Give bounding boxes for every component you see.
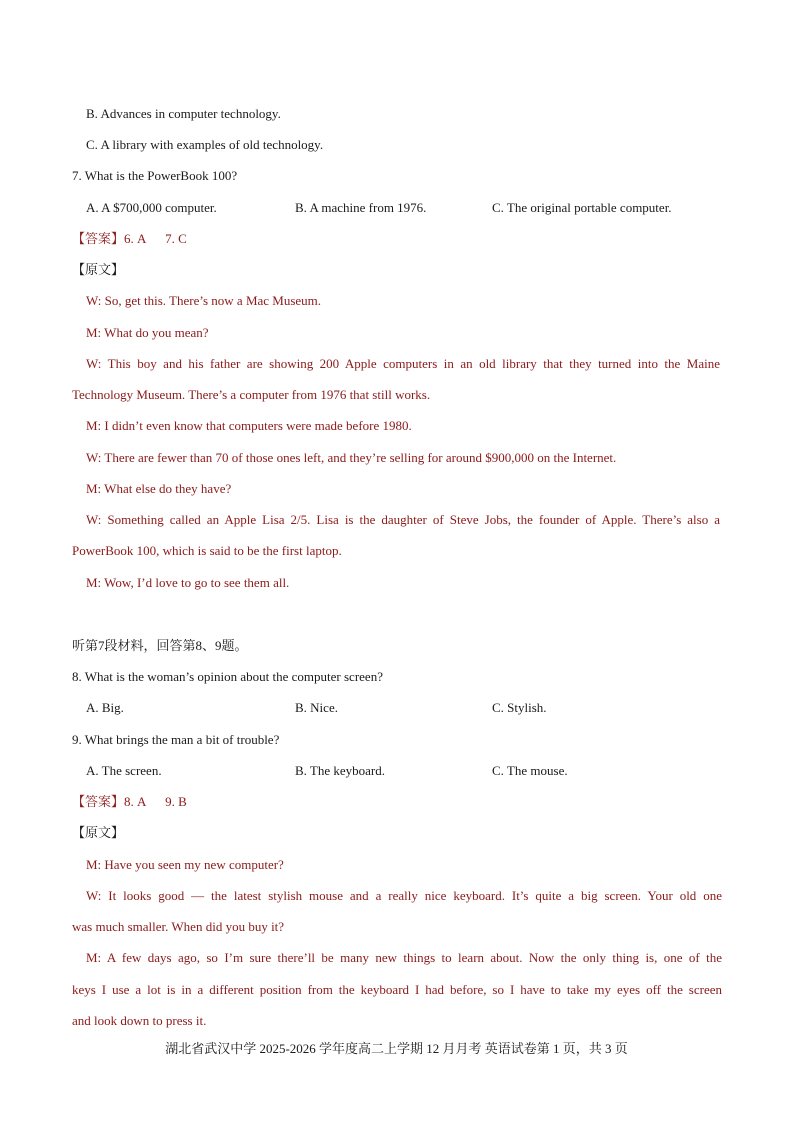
question-9: 9. What brings the man a bit of trouble? — [72, 732, 280, 747]
section-heading: 听第7段材料，回答第8、9题。 — [72, 638, 248, 653]
transcript-1-line: M: I didn’t even know that computers were made before 1980. — [86, 418, 412, 433]
question-8: 8. What is the woman’s opinion about the computer screen? — [72, 669, 383, 684]
transcript-label-1: 【原文】 — [72, 262, 125, 277]
transcript-2-line: M: Have you seen my new computer? — [86, 857, 284, 872]
answer-6-7: 【答案】6. A 7. C — [72, 231, 187, 246]
q7-option-a: A. A $700,000 computer. — [86, 200, 217, 215]
transcript-1-line: W: Something called an Apple Lisa 2/5. Lisa is the daughter of Steve Jobs, the founder of Apple. There’s also a — [86, 512, 720, 527]
transcript-label-2: 【原文】 — [72, 825, 125, 840]
transcript-1-line: PowerBook 100, which is said to be the first laptop. — [72, 543, 342, 558]
q8-option-a: A. Big. — [86, 700, 124, 715]
transcript-2-line: W: It looks good — the latest stylish mouse and a really nice keyboard. It’s quite a big screen. Your old one — [86, 888, 722, 903]
transcript-1-line: Technology Museum. There’s a computer from 1976 that still works. — [72, 387, 431, 402]
transcript-2-line: keys I use a lot is in a different position from the keyboard I had before, so I have to take my eyes off the screen — [72, 982, 722, 997]
transcript-1-line: W: There are fewer than 70 of those ones left, and they’re selling for around $900,000 on the Internet. — [86, 450, 617, 465]
transcript-2-line: M: A few days ago, so I’m sure there’ll be many new things to learn about. Now the only thing is, one of the — [86, 950, 722, 965]
transcript-1-line: W: So, get this. There’s now a Mac Museum. — [86, 293, 322, 308]
transcript-1-line: W: This boy and his father are showing 200 Apple computers in an old library that they turned into the Maine — [86, 356, 720, 371]
transcript-1-line: M: What else do they have? — [86, 481, 232, 496]
q8-option-b: B. Nice. — [295, 700, 338, 715]
page-footer: 湖北省武汉中学 2025-2026 学年度高二上学期 12 月月考 英语试卷第 1 页，共 3 页 — [165, 1041, 628, 1056]
answer-8-9: 【答案】8. A 9. B — [72, 794, 187, 809]
transcript-1-line: M: Wow, I’d love to go to see them all. — [86, 575, 290, 590]
q6-option-c: C. A library with examples of old technology. — [86, 137, 324, 152]
transcript-1-line: M: What do you mean? — [86, 325, 209, 340]
q9-option-c: C. The mouse. — [492, 763, 568, 778]
q8-option-c: C. Stylish. — [492, 700, 547, 715]
transcript-2-line: was much smaller. When did you buy it? — [72, 919, 285, 934]
question-7: 7. What is the PowerBook 100? — [72, 168, 238, 183]
q7-option-b: B. A machine from 1976. — [295, 200, 427, 215]
q9-option-b: B. The keyboard. — [295, 763, 386, 778]
q9-option-a: A. The screen. — [86, 763, 162, 778]
q6-option-b: B. Advances in computer technology. — [86, 106, 281, 121]
transcript-2-line: and look down to press it. — [72, 1013, 207, 1028]
q7-option-c: C. The original portable computer. — [492, 200, 672, 215]
